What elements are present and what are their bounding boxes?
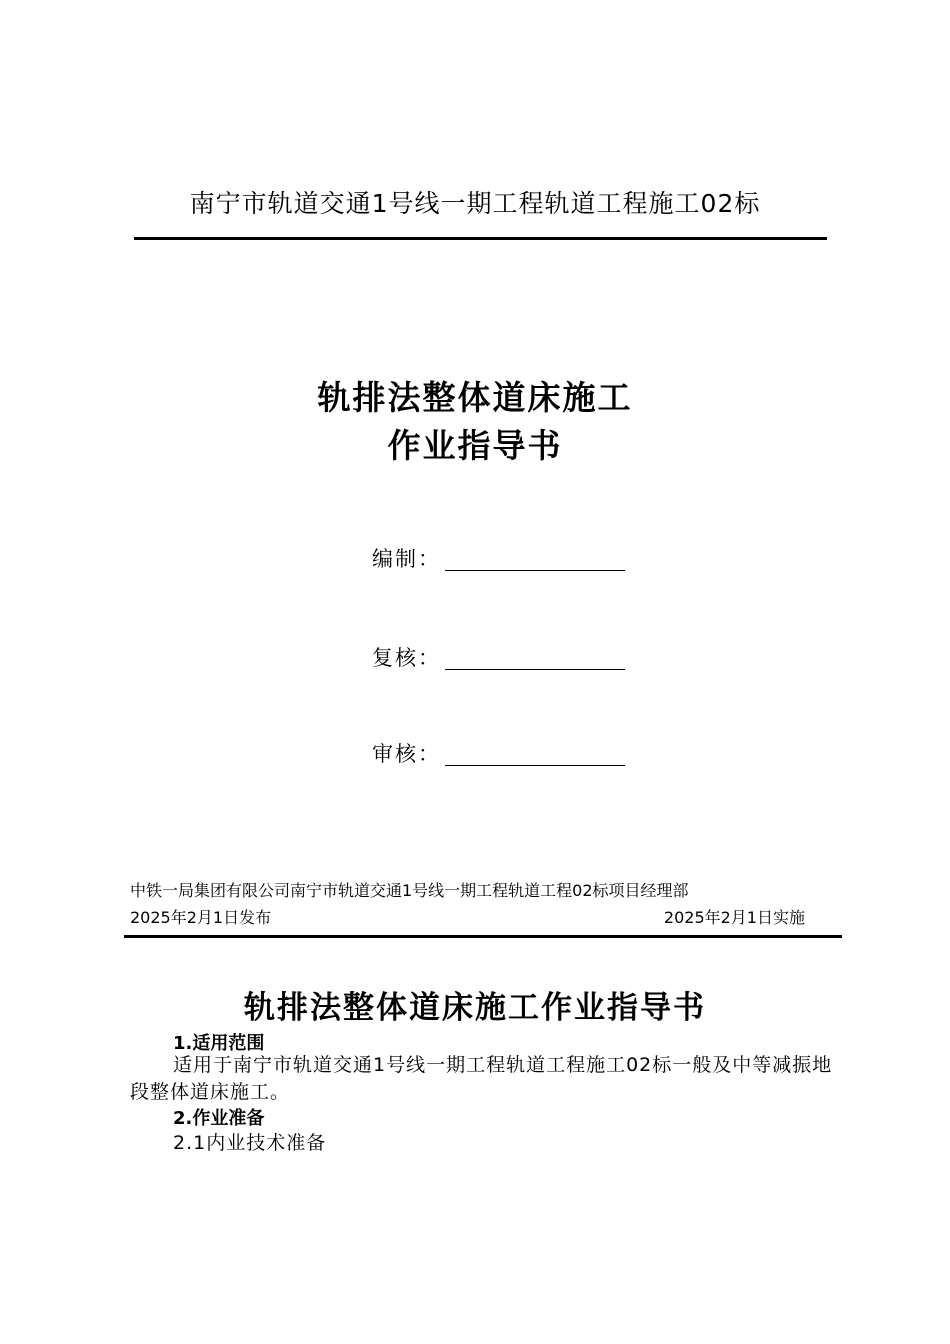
section-body-scope: 适用于南宁市轨道交通1号线一期工程轨道工程施工02标一般及中等减振地段整体道床施工。: [130, 1054, 833, 1103]
section-heading-scope: 1.适用范围: [173, 1033, 265, 1054]
cover-title-line1: 轨排法整体道床施工: [317, 378, 633, 417]
section-heading-preparation: 2.作业准备: [173, 1108, 265, 1129]
cover-bottom-divider: [124, 935, 842, 938]
signature-label-review: 审核：: [372, 742, 441, 766]
subsection-technical-preparation: 2.1内业技术准备: [173, 1132, 327, 1154]
signature-label-check: 复核：: [372, 646, 441, 670]
project-header: 南宁市轨道交通1号线一期工程轨道工程施工02标: [189, 189, 761, 218]
organization-name: 中铁一局集团有限公司南宁市轨道交通1号线一期工程轨道工程02标项目经理部: [130, 881, 689, 900]
effective-date: 2025年2月1日实施: [663, 908, 805, 927]
header-divider: [134, 237, 827, 240]
signature-label-compile: 编制：: [372, 547, 441, 571]
signature-field-check[interactable]: [445, 642, 625, 670]
publish-date: 2025年2月1日发布: [130, 908, 272, 927]
document-title: 轨排法整体道床施工作业指导书: [244, 990, 706, 1026]
cover-title-line2: 作业指导书: [387, 426, 563, 465]
signature-field-compile[interactable]: [445, 543, 625, 571]
signature-field-review[interactable]: [445, 738, 625, 766]
